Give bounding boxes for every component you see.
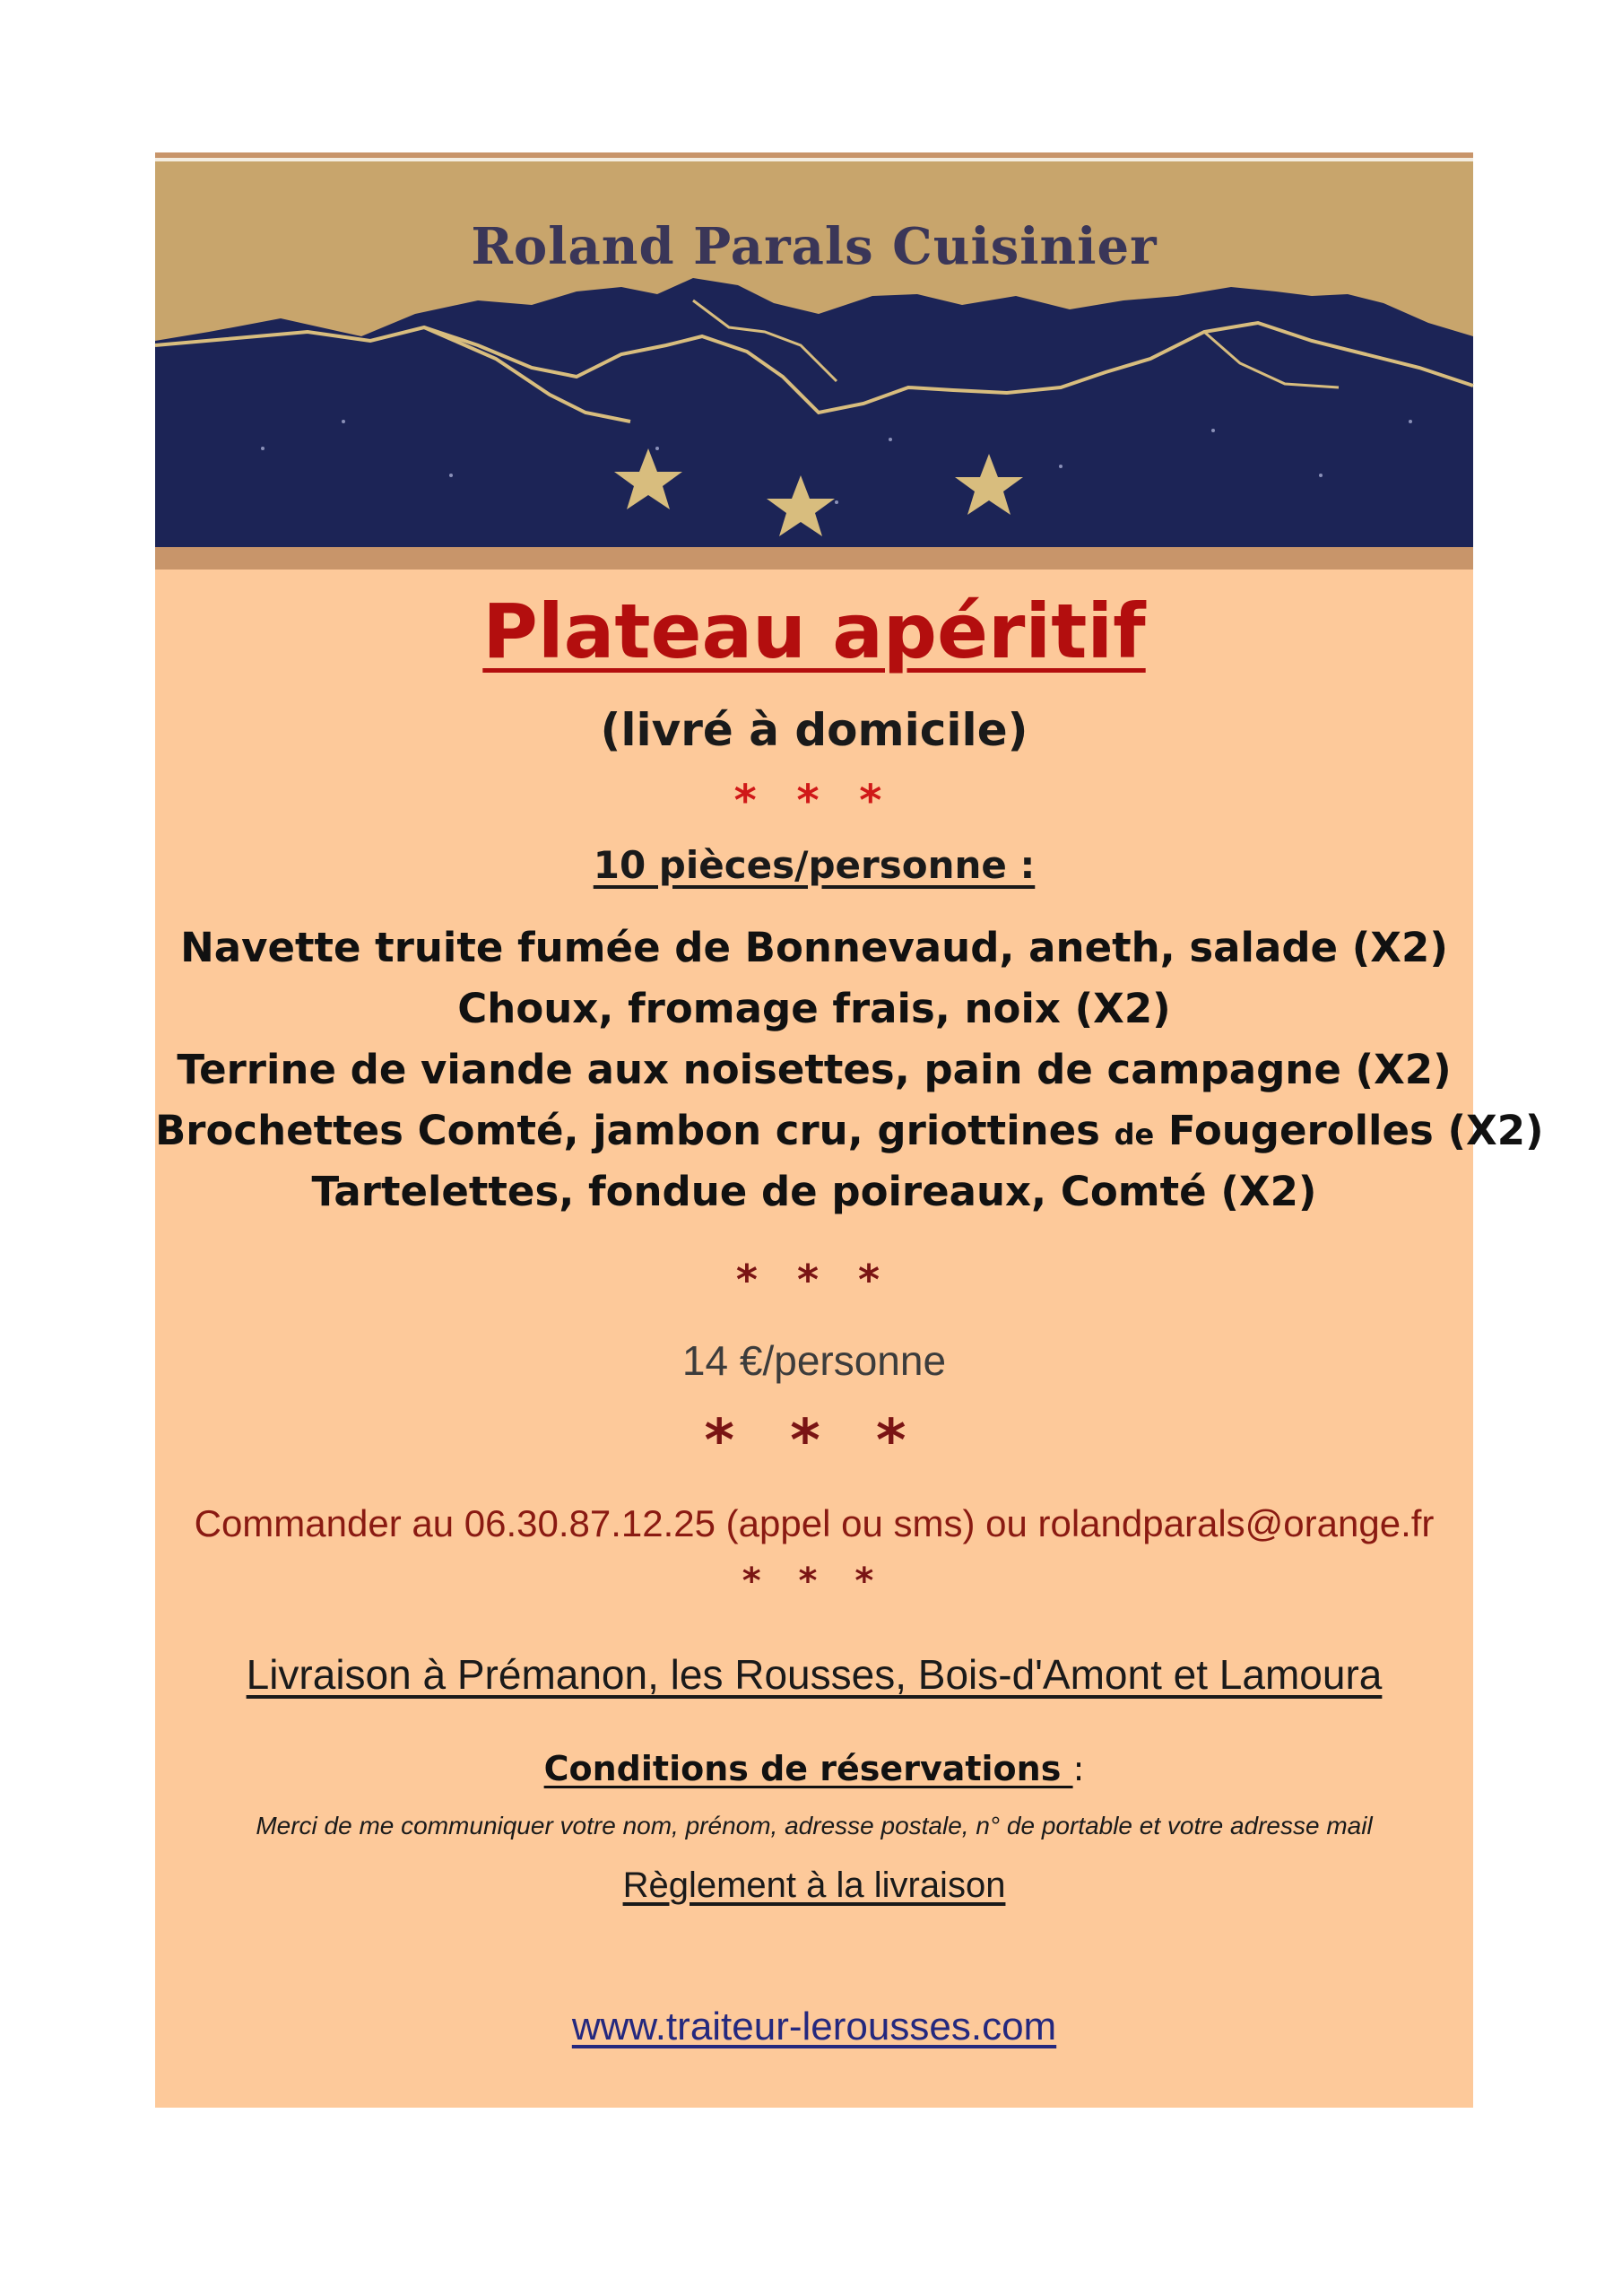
menu-item-4-part-1: Brochettes Comté, jambon cru, griottines — [155, 1107, 1115, 1154]
header-banner — [155, 152, 1473, 570]
pieces-heading: 10 pièces/personne : — [593, 843, 1036, 887]
conditions-label: Conditions de réservations — [543, 1749, 1073, 1788]
menu-item-2: Choux, fromage frais, noix (X2) — [457, 985, 1171, 1032]
menu-item-4-part-3: Fougerolles (X2) — [1154, 1107, 1544, 1154]
conditions-colon: : — [1072, 1749, 1085, 1788]
delivery-area: Livraison à Prémanon, les Rousses, Bois-d'Amont et Lamoura — [246, 1651, 1383, 1698]
menu-item-4 — [155, 1107, 1544, 1154]
menu-item-1: Navette truite fumée de Bonnevaud, aneth, salade (X2) — [180, 924, 1448, 971]
separator-2: * * * — [735, 1256, 893, 1304]
price: 14 €/personne — [681, 1337, 947, 1384]
separator-1: * * * — [733, 776, 895, 826]
mountain-logo-image — [155, 152, 1473, 570]
menu-item-4-part-2: de — [1114, 1118, 1155, 1152]
website-link[interactable]: www.traiteur-lerousses.com — [571, 2005, 1057, 2048]
conditions-heading — [155, 1749, 1473, 1788]
brand-name: Roland Parals Cuisinier — [471, 217, 1158, 276]
menu-item-5: Tartelettes, fondue de poireaux, Comté (X2) — [311, 1168, 1317, 1215]
separator-4: * * * — [742, 1561, 887, 1602]
menu-item-3: Terrine de viande aux noisettes, pain de campagne (X2) — [177, 1046, 1452, 1093]
payment-info: Règlement à la livraison — [622, 1866, 1006, 1905]
page-title: Plateau apéritif — [482, 587, 1146, 675]
flyer — [155, 152, 1544, 2108]
separator-3: * * * — [704, 1408, 924, 1474]
order-contact: Commander au 06.30.87.12.25 (appel ou sms) ou rolandparals@orange.fr — [194, 1502, 1435, 1544]
conditions-note: Merci de me communiquer votre nom, prénom, adresse postale, n° de portable et votre adresse mail — [256, 1812, 1373, 1839]
subtitle: (livré à domicile) — [600, 704, 1028, 756]
